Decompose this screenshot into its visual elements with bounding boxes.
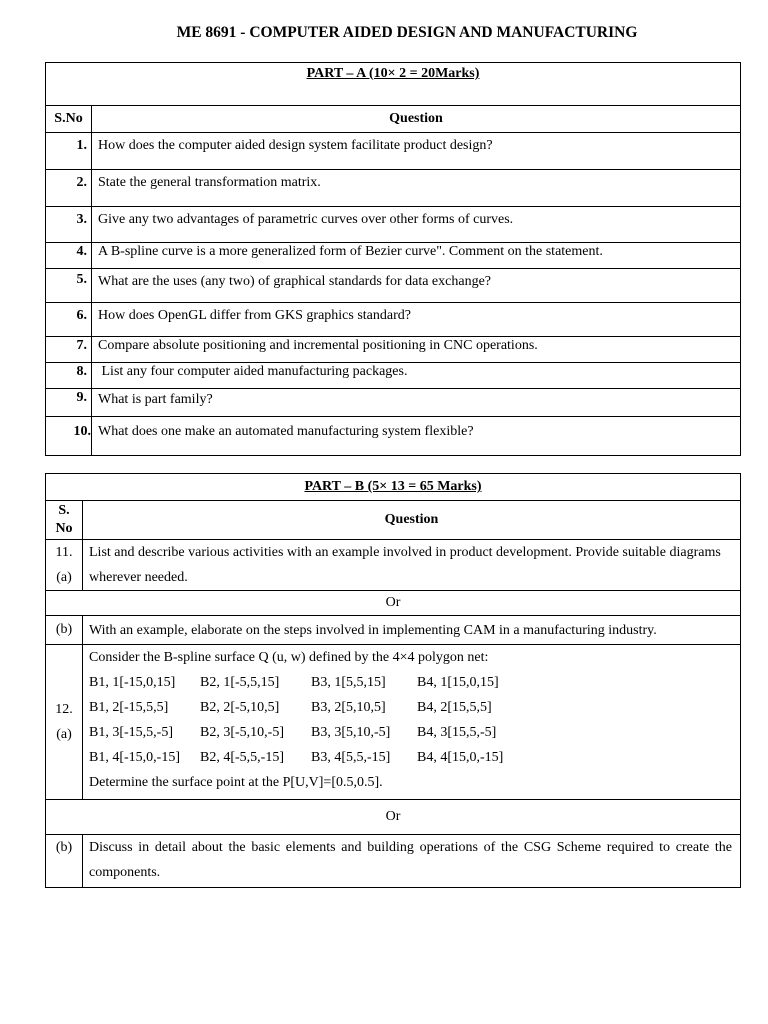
question-number: 2. [76,175,87,190]
net-cell: B4, 4[15,0,-15] [417,750,504,765]
question-number: 11. [55,545,73,560]
question-header: Question [92,106,741,133]
table-row [46,389,741,417]
table-row [46,645,741,800]
question-number: 10. [73,424,91,439]
or-row [46,591,741,616]
table-row [46,616,741,645]
table-row [46,170,741,207]
table-row [46,303,741,337]
polygon-net-row [89,695,732,720]
net-cell: B3, 1[5,5,15] [311,675,386,690]
question-number: 6. [76,308,87,323]
question-text: A B-spline curve is a more generalized form of Bezier curve". Comment on the statement. [98,244,603,259]
table-row [46,363,741,389]
question-sub-label: (b) [46,616,83,645]
table-row [46,540,741,591]
sno-header-line2: No [55,521,73,536]
sno-header-line1: S. [58,503,70,518]
net-cell: B2, 2[-5,10,5] [200,700,280,715]
part-a-header-row [46,63,741,106]
polygon-net-row [89,720,732,745]
question-text: How does the computer aided design system facilitate product design? [98,138,493,153]
question-text: State the general transformation matrix. [98,175,321,190]
or-label: Or [46,591,741,616]
question-number: 4. [76,244,87,259]
question-text: Give any two advantages of parametric curves over other forms of curves. [98,212,514,227]
question-sub-label: (a) [56,727,72,742]
polygon-net-row [89,745,732,770]
net-cell: B4, 2[15,5,5] [417,700,492,715]
net-cell: B4, 3[15,5,-5] [417,725,497,740]
question-text: Discuss in detail about the basic elements and building operations of the CSG Scheme required to create the components. [83,835,741,888]
question-sub-label: (b) [46,835,83,888]
question-number: 12. [55,702,73,717]
question-number: 3. [76,212,87,227]
table-row [46,337,741,363]
table-row [46,207,741,243]
net-cell: B1, 4[-15,0,-15] [89,750,180,765]
part-b-header-row [46,474,741,501]
table-row [46,269,741,303]
net-cell: B3, 3[5,10,-5] [311,725,391,740]
part-a-header: PART – A (10× 2 = 20Marks) [306,66,480,81]
part-a-table [45,62,741,456]
net-cell: B2, 4[-5,5,-15] [200,750,284,765]
question-number: 9. [76,390,87,405]
table-row [46,417,741,456]
or-row [46,800,741,835]
table-row [46,243,741,269]
question-number: 5. [76,272,87,287]
polygon-net-row [89,670,732,695]
question-text: What is part family? [98,392,213,407]
page-title: ME 8691 - COMPUTER AIDED DESIGN AND MANUFACTURING [176,24,638,41]
question-header: Question [83,501,741,540]
part-b-table [45,473,741,888]
part-a-column-header-row [46,106,741,133]
net-cell: B4, 1[15,0,15] [417,675,499,690]
net-cell: B3, 2[5,10,5] [311,700,386,715]
net-cell: B1, 3[-15,5,-5] [89,725,173,740]
question-number: 7. [76,338,87,353]
net-cell: B1, 2[-15,5,5] [89,700,169,715]
net-cell: B2, 1[-5,5,15] [200,675,280,690]
question-text: What are the uses (any two) of graphical standards for data exchange? [98,274,491,289]
part-b-header: PART – B (5× 13 = 65 Marks) [304,479,482,495]
question-number: 1. [76,138,87,153]
net-cell: B1, 1[-15,0,15] [89,675,176,690]
question-text: How does OpenGL differ from GKS graphics standard? [98,308,411,323]
question-text: List and describe various activities with an example involved in product development. Provide suitable diagrams wherever needed. [83,540,741,591]
question-text: With an example, elaborate on the steps involved in implementing CAM in a manufacturing industry. [83,616,741,645]
net-cell: B3, 4[5,5,-15] [311,750,391,765]
question-sub-label: (a) [56,570,72,585]
or-label: Or [46,800,741,835]
question-number: 8. [76,364,87,379]
table-row [46,133,741,170]
table-row [46,835,741,888]
question-text: Compare absolute positioning and incremental positioning in CNC operations. [98,338,538,353]
question-outro: Determine the surface point at the P[U,V]=[0.5,0.5]. [89,775,383,790]
net-cell: B2, 3[-5,10,-5] [200,725,284,740]
question-intro: Consider the B-spline surface Q (u, w) defined by the 4×4 polygon net: [89,650,489,665]
part-b-column-header-row [46,501,741,540]
question-text: What does one make an automated manufacturing system flexible? [98,424,474,439]
question-text: List any four computer aided manufacturing packages. [98,364,408,379]
sno-header: S.No [46,106,92,133]
